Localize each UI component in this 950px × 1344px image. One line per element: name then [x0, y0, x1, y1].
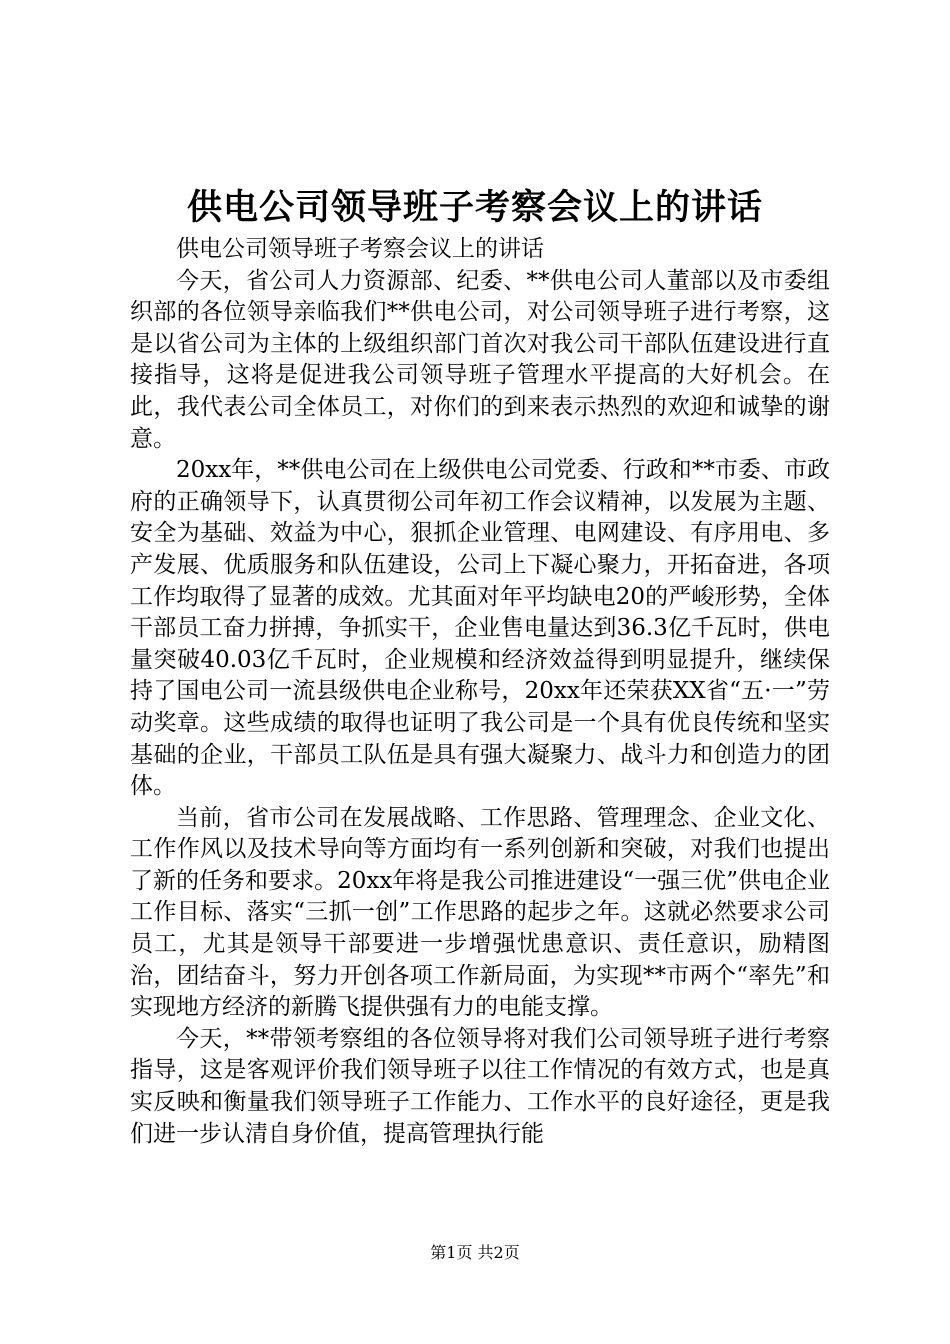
body-paragraph: 今天，省公司人力资源部、纪委、**供电公司人董部以及市委组织部的各位领导亲临我们**供电公司，对公司领导班子进行考察，这是以省公司为主体的上级组织部门首次对我公司干部队伍建设进行直接指导，这将是促进我公司领导班子管理水平提高的大好机会。在此，我代表公司全体员工，对你们的到来表示热烈的欢迎和诚挚的谢意。: [130, 267, 830, 452]
body-paragraph: 今天，**带领考察组的各位领导将对我们公司领导班子进行考察指导，这是客观评价我们领导班子以往工作情况的有效方式，也是真实反映和衡量我们领导班子工作能力、工作水平的良好途径，更是我们进一步认清自身价值，提高管理执行能: [130, 1025, 830, 1147]
document-title: 供电公司领导班子考察会议上的讲话: [186, 187, 763, 228]
document-body: [130, 234, 830, 1150]
body-paragraph: 当前，省市公司在发展战略、工作思路、管理理念、企业文化、工作作风以及技术导向等方面均有一系列创新和突破，对我们也提出了新的任务和要求。20xx年将是我公司推进建设“一强三优”供电企业工作目标、落实“三抓一创”工作思路的起步之年。这就必然要求公司员工，尤其是领导干部要进一步增强忧患意识、责任意识，励精图治，团结奋斗，努力开创各项工作新局面，为实现**市两个“率先”和实现地方经济的新腾飞提供强有力的电能支撑。: [130, 804, 830, 1021]
subtitle-paragraph: 供电公司领导班子考察会议上的讲话: [176, 236, 544, 262]
body-paragraph: 20xx年，**供电公司在上级供电公司党委、行政和**市委、市政府的正确领导下，认真贯彻公司年初工作会议精神，以发展为主题、安全为基础、效益为中心，狠抓企业管理、电网建设、有序用电、多产发展、优质服务和队伍建设，公司上下凝心聚力，开拓奋进，各项工作均取得了显著的成效。尤其面对年平均缺电20的严峻形势，全体干部员工奋力拼搏，争抓实干，企业售电量达到36.3亿千瓦时，供电量突破40.03亿千瓦时，企业规模和经济效益得到明显提升，继续保持了国电公司一流县级供电企业称号，20xx年还荣获XX省“五·一”劳动奖章。这些成绩的取得也证明了我公司是一个具有优良传统和坚实基础的企业，干部员工队伍是具有强大凝聚力、战斗力和创造力的团体。: [130, 457, 830, 800]
page-number-footer: 第1页 共2页: [430, 1243, 520, 1262]
